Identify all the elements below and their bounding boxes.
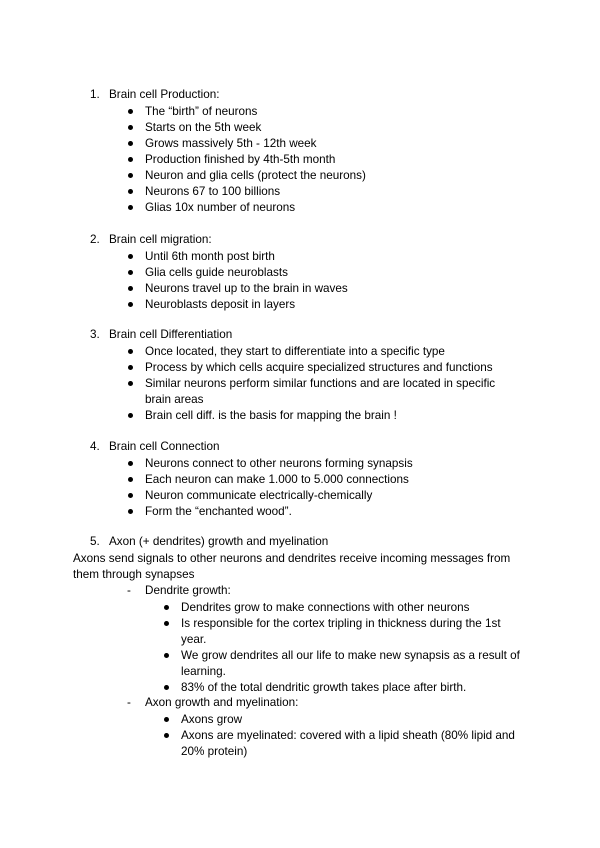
bullet-icon — [164, 605, 169, 610]
bullet-icon — [128, 349, 133, 354]
bullet-icon — [128, 509, 133, 514]
bullet-icon — [164, 685, 169, 690]
bullet-icon — [164, 653, 169, 658]
bullet-icon — [128, 189, 133, 194]
section-title: Axon (+ dendrites) growth and myelination — [109, 535, 329, 548]
section-title: Brain cell Production: — [109, 88, 220, 101]
body-paragraph: Axons send signals to other neurons and dendrites receive incoming messages from them through synapses — [73, 552, 511, 581]
bullet-icon — [128, 461, 133, 466]
dash-marker: - — [127, 696, 131, 709]
section-number: 5. — [90, 535, 100, 548]
section-2-heading — [90, 233, 212, 246]
subsection-dendrite-heading — [127, 584, 231, 597]
bullet-icon — [128, 477, 133, 482]
bullet-icon — [128, 141, 133, 146]
section-5-heading — [90, 535, 328, 548]
bullet-icon — [128, 270, 133, 275]
bullet-icon — [128, 286, 133, 291]
bullet-icon — [128, 365, 133, 370]
section-number: 2. — [90, 233, 100, 246]
section-4-heading — [90, 440, 219, 453]
bullet-icon — [164, 717, 169, 722]
subsection-title: Axon growth and myelination: — [145, 696, 299, 709]
bullet-icon — [128, 493, 133, 498]
section-3-heading — [90, 328, 232, 341]
document-page: 1. Brain cell Production: The “birth” of neurons Starts on the 5th week Grows massively 5th - 12th week Production finished by 4th-5th month Neuron and glia cells (protect the neurons) Neurons 67 to 100 billions Glias 10x number of neurons 2. Brain cell migration: Until 6th month post birth Glia cells guide neuroblasts Neurons travel up to the brain in waves Neuroblasts deposit in layers 3. Brain cell Differentiation Once located, they start to differentiate into a specific type Process by which cells acquire specialized structures and functions Similar neurons perform similar functions and are located in specific brain areas Brain cell diff. is the basis for mapping the brain ! 4. Brain cell Connection Neurons connect to other neurons forming synapsis Each neuron can make 1.000 to 5.000 connections Neuron communicate electrically-chemically Form the “enchanted wood”. 5. Axon (+ dendrites) growth and myelination Axons send signals to other neurons and dendrites receive incoming messages from them through synapses - Dendrite growth: Dendrites grow to make connections with other neurons Is responsible for the cortex tripling in thickness during the 1st year. We grow dendrites all our life to make new synapsis as a result of learning. 83% of the total dendritic growth takes place after birth. - Axon growth and myelination: Axons grow Axons are myelinated: covered with a lipid sheath (80% lipid and 20% protein) — [0, 0, 600, 848]
section-number: 3. — [90, 328, 100, 341]
bullet-icon — [128, 381, 133, 386]
dash-marker: - — [127, 584, 131, 597]
bullet-icon — [128, 413, 133, 418]
subsection-title: Dendrite growth: — [145, 584, 231, 597]
bullet-icon — [164, 733, 169, 738]
bullet-icon — [128, 173, 133, 178]
bullet-icon — [128, 109, 133, 114]
bullet-icon — [164, 621, 169, 626]
section-1-heading — [90, 88, 219, 101]
subsection-axon-heading — [127, 696, 298, 709]
bullet-icon — [128, 125, 133, 130]
bullet-icon — [128, 205, 133, 210]
section-title: Brain cell Differentiation — [109, 328, 233, 341]
bullet-icon — [128, 254, 133, 259]
section-number: 4. — [90, 440, 100, 453]
section-title: Brain cell migration: — [109, 233, 212, 246]
section-number: 1. — [90, 88, 100, 101]
bullet-icon — [128, 157, 133, 162]
section-title: Brain cell Connection — [109, 440, 220, 453]
bullet-icon — [128, 302, 133, 307]
